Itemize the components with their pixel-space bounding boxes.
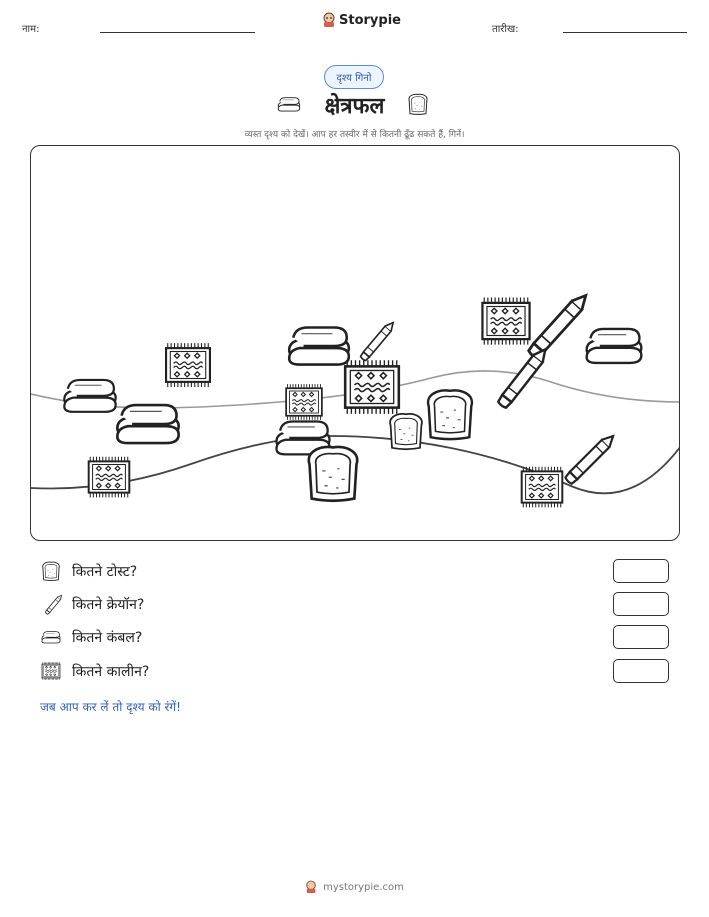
date-field[interactable] <box>563 32 687 33</box>
blanket-1 <box>64 380 115 412</box>
toast-3 <box>428 390 472 439</box>
question-row-toast <box>40 559 137 583</box>
rug-1 <box>166 343 210 387</box>
question-row-crayon <box>40 592 144 616</box>
date-label: तारीख: <box>492 24 519 35</box>
crayon-2 <box>527 291 591 360</box>
answer-box-rug[interactable] <box>613 659 669 683</box>
name-label: नाम: <box>22 24 40 35</box>
rug-icon <box>40 660 62 682</box>
rug-3 <box>286 384 322 420</box>
rug-5 <box>482 297 529 344</box>
toast-icon <box>40 560 62 582</box>
blanket-3 <box>289 328 349 365</box>
question-text: कितने कंबल? <box>72 629 143 646</box>
coloring-instruction: जब आप कर लें तो दृश्य को रंगें! <box>40 700 181 714</box>
question-row-rug <box>40 659 149 683</box>
activity-tag: दृश्य गिनो <box>324 65 384 89</box>
search-scene <box>30 145 680 541</box>
crayon-4 <box>564 432 617 485</box>
blanket-2 <box>117 405 178 443</box>
blanket-icon <box>40 626 62 648</box>
crayon-1 <box>360 320 396 361</box>
page-subtitle: व्यस्त दृश्य को देखें। आप हर तस्वीर में से कितनी ढूँढ सकते हैं, गिनें। <box>244 130 465 140</box>
brand-logo <box>322 12 401 28</box>
toast-2 <box>390 414 422 449</box>
question-text: कितने क्रेयॉन? <box>72 596 145 613</box>
rug-2 <box>89 457 130 498</box>
toast-icon <box>406 92 430 116</box>
blanket-5 <box>587 329 642 363</box>
crayon-icon <box>40 593 62 615</box>
footer <box>0 880 709 894</box>
rug-4 <box>345 360 399 414</box>
rug-6 <box>522 467 563 508</box>
question-text: कितने टोस्ट? <box>72 563 138 580</box>
storypie-mascot-icon <box>322 12 336 28</box>
crayon-3 <box>497 346 550 409</box>
name-field[interactable] <box>100 32 255 33</box>
answer-box-blanket[interactable] <box>613 625 669 649</box>
toast-1 <box>309 447 357 501</box>
page-title: क्षेत्रफल <box>324 94 385 119</box>
brand-name: Storypie <box>339 12 401 28</box>
footer-site[interactable]: mystorypie.com <box>323 881 404 893</box>
question-row-blanket <box>40 625 142 649</box>
scene-illustration <box>31 146 680 541</box>
answer-box-crayon[interactable] <box>613 592 669 616</box>
question-text: कितने कालीन? <box>72 663 150 680</box>
answer-box-toast[interactable] <box>613 559 669 583</box>
storypie-mascot-icon <box>305 880 317 894</box>
